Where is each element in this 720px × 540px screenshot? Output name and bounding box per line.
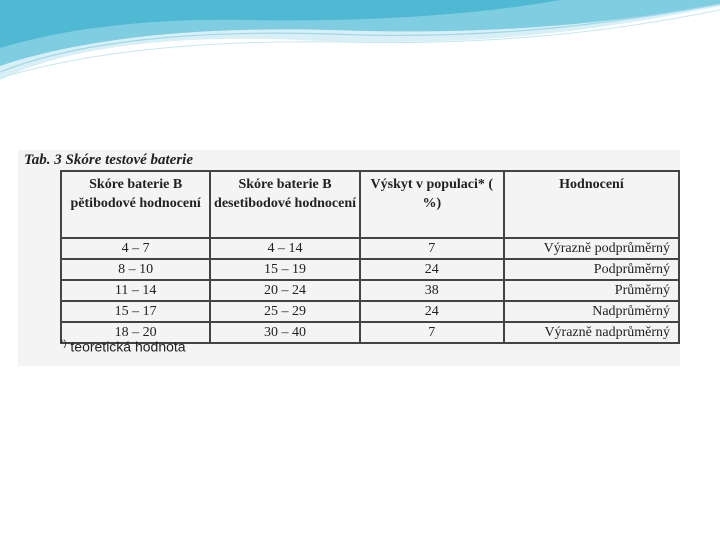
cell-population: 7 [360,322,504,343]
table-header-row [61,171,679,238]
header-swoosh-decoration [0,0,720,90]
table-row [61,238,679,259]
cell-five-point: 18 – 20 [61,322,210,343]
table-caption: Tab. 3 Skóre testové baterie [24,152,194,168]
header-rating: Hodnocení [504,171,679,238]
table-row [61,259,679,280]
cell-ten-point: 25 – 29 [210,301,359,322]
cell-rating: Nadprůměrný [504,301,679,322]
cell-population: 24 [360,301,504,322]
cell-rating: Výrazně podprůměrný [504,238,679,259]
cell-five-point: 11 – 14 [61,280,210,301]
cell-ten-point: 30 – 40 [210,322,359,343]
header-ten-point: Skóre baterie B desetibodové hodnocení [210,171,359,238]
header-population: Výskyt v populaci* ( %) [360,171,504,238]
footnote-mark: *) [60,338,67,348]
cell-ten-point: 4 – 14 [210,238,359,259]
score-table [60,170,680,344]
cell-rating: Podprůměrný [504,259,679,280]
header-five-point: Skóre baterie B pětibodové hodnocení [61,171,210,238]
table-row [61,280,679,301]
table-row [61,301,679,322]
cell-ten-point: 15 – 19 [210,259,359,280]
cell-five-point: 15 – 17 [61,301,210,322]
cell-rating: Průměrný [504,280,679,301]
cell-population: 38 [360,280,504,301]
cell-five-point: 8 – 10 [61,259,210,280]
cell-ten-point: 20 – 24 [210,280,359,301]
table-footnote [60,338,186,355]
table-image [18,150,680,366]
cell-population: 24 [360,259,504,280]
footnote-text: teoretická hodnota [70,338,186,355]
cell-rating: Výrazně nadprůměrný [504,322,679,343]
cell-five-point: 4 – 7 [61,238,210,259]
cell-population: 7 [360,238,504,259]
